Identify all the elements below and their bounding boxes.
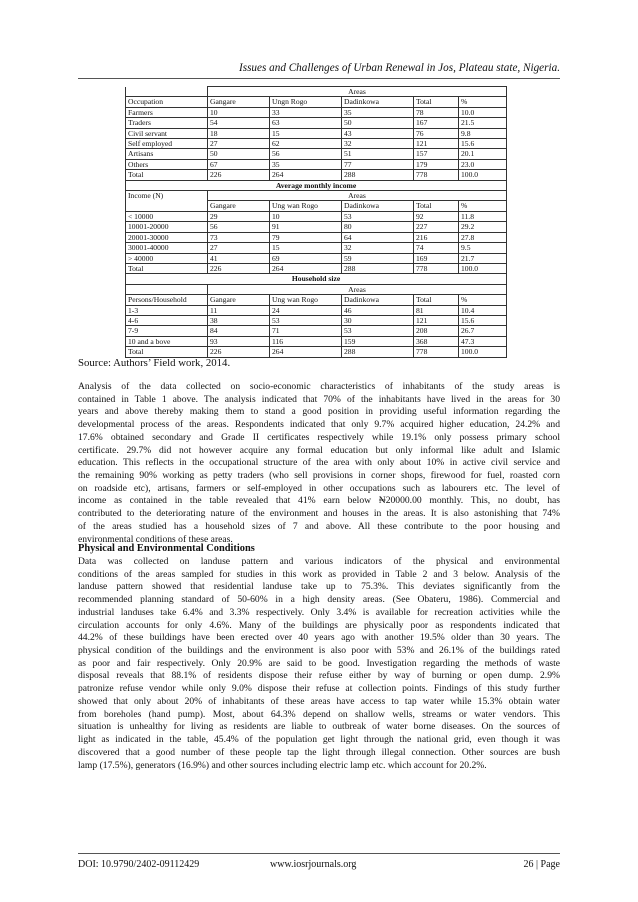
table-cell: 84 bbox=[208, 326, 270, 336]
table-cell: 23.0 bbox=[459, 159, 507, 169]
table-cell: Total bbox=[126, 347, 208, 357]
text-line: contributed to the deteriorating nature of the environment and houses in the areas. It is also astonishing that 74% bbox=[78, 508, 560, 520]
table-cell: 778 bbox=[414, 170, 459, 180]
table-cell: 26.7 bbox=[459, 326, 507, 336]
header-cell: Dadinkowa bbox=[342, 295, 414, 305]
text-line: of the areas studied has a household sizes of 7 and above. All these contribute to the poor housing and bbox=[78, 520, 560, 532]
text-line: the remaining 90% working as petty traders (who sell provisions in corner shops, firewood for fuel, roasted corn bbox=[78, 470, 560, 482]
household-title-row bbox=[126, 274, 507, 284]
table-cell: 43 bbox=[342, 128, 414, 138]
table-cell: 264 bbox=[270, 347, 342, 357]
areas-label: Areas bbox=[208, 191, 507, 201]
table-cell: Artisans bbox=[126, 149, 208, 159]
section-title: Average monthly income bbox=[126, 180, 507, 190]
income-row bbox=[126, 263, 507, 273]
table-cell: 73 bbox=[208, 232, 270, 242]
table-cell: 100.0 bbox=[459, 347, 507, 357]
household-row bbox=[126, 326, 507, 336]
footer-page-number: 26 | Page bbox=[523, 859, 560, 870]
blank-cell bbox=[126, 87, 208, 97]
table-cell: 56 bbox=[208, 222, 270, 232]
table-cell: 9.8 bbox=[459, 128, 507, 138]
table-cell: 56 bbox=[270, 149, 342, 159]
text-line: education. This reflects in the occupational structure of the area with only about 10% in active civil service and bbox=[78, 457, 560, 469]
table-cell: 69 bbox=[270, 253, 342, 263]
table-cell: 226 bbox=[208, 263, 270, 273]
header-cell: Gangare bbox=[208, 201, 270, 211]
household-header-row bbox=[126, 295, 507, 305]
text-line: as poor and fair respectively. Only 20.9% are said to be good. Investigation regarding the methods of waste bbox=[78, 657, 560, 669]
table-cell: 10.0 bbox=[459, 107, 507, 117]
text-line: from boreholes (hand pump). Most, about 64.3% depend on shallow wells, streams or water vendors. This bbox=[78, 708, 560, 720]
occupation-section bbox=[126, 87, 507, 181]
text-line: recommended planning standard of 50-60% in a high density areas. (See Obateru, 1986). Commercial and bbox=[78, 594, 560, 606]
areas-label: Areas bbox=[208, 87, 507, 97]
table-cell: 29 bbox=[208, 211, 270, 221]
income-label: Income (N) bbox=[126, 191, 208, 212]
table-cell: 93 bbox=[208, 336, 270, 346]
table-cell: 27 bbox=[208, 139, 270, 149]
text-line: physical condition of the buildings and the environment is also poor with 53% and 26.1% of the buildings rated bbox=[78, 645, 560, 657]
text-line: landuse pattern showed that residential landuse take up to 75.3%. This deviates significantly from the bbox=[78, 581, 560, 593]
table-cell: 288 bbox=[342, 170, 414, 180]
text-line: years and above thereby making them to stand a good position in providing useful information regarding the bbox=[78, 406, 560, 418]
occupation-row bbox=[126, 159, 507, 169]
table-cell: 33 bbox=[270, 107, 342, 117]
table-cell: 27 bbox=[208, 243, 270, 253]
text-line: disposal reveals that 88.1% of residents dispose their refuse either by way of burning or open dump. 2.9% bbox=[78, 670, 560, 682]
paragraph-analysis bbox=[78, 381, 560, 546]
footer-doi: DOI: 10.9790/2402-09112429 bbox=[78, 859, 200, 870]
table-cell: 10 and a bove bbox=[126, 336, 208, 346]
text-line: Analysis of the data collected on socio-economic characteristics of inhabitants of the study areas is bbox=[78, 381, 560, 392]
header-cell: Occupation bbox=[126, 97, 208, 107]
header-cell: Ung wan Rogo bbox=[270, 295, 342, 305]
table-cell: 1-3 bbox=[126, 305, 208, 315]
header-cell: Total bbox=[414, 97, 459, 107]
text-line: circulation accounts for only 4.6%. Many of the buildings are physically poor as respondents indicated that bbox=[78, 619, 560, 631]
table-cell: 216 bbox=[414, 232, 459, 242]
table-cell: 38 bbox=[208, 315, 270, 325]
header-cell: Total bbox=[414, 295, 459, 305]
table-cell: 179 bbox=[414, 159, 459, 169]
table-cell: 121 bbox=[414, 139, 459, 149]
table-source-note: Source: Authors’ Field work, 2014. bbox=[78, 357, 231, 369]
section-title: Household size bbox=[126, 274, 507, 284]
income-row bbox=[126, 232, 507, 242]
table-cell: 59 bbox=[342, 253, 414, 263]
table-cell: 226 bbox=[208, 347, 270, 357]
data-table bbox=[125, 86, 507, 358]
income-areas-row bbox=[126, 191, 507, 201]
table-cell: 15.6 bbox=[459, 139, 507, 149]
table-cell: 264 bbox=[270, 263, 342, 273]
table-cell: 7-9 bbox=[126, 326, 208, 336]
header-cell: % bbox=[459, 295, 507, 305]
header-cell: Ung wan Rogo bbox=[270, 201, 342, 211]
table-cell: Total bbox=[126, 170, 208, 180]
text-line: certificate. 29.7% did not however acquire any formal education but only informal like adult and Islamic bbox=[78, 444, 560, 456]
table-cell: 15.6 bbox=[459, 315, 507, 325]
table-cell: 226 bbox=[208, 170, 270, 180]
table-cell: 264 bbox=[270, 170, 342, 180]
table-cell: 92 bbox=[414, 211, 459, 221]
table-cell: 167 bbox=[414, 118, 459, 128]
text-line: lamp (17.5%), generators (16.9%) and other sources including electric lamp etc. which account for 20.2%. bbox=[78, 759, 487, 771]
table-cell: 368 bbox=[414, 336, 459, 346]
table-cell: 67 bbox=[208, 159, 270, 169]
header-cell: Dadinkowa bbox=[342, 201, 414, 211]
paragraph-physical-conditions bbox=[78, 556, 560, 772]
table-cell: 9.5 bbox=[459, 243, 507, 253]
table-cell: 63 bbox=[270, 118, 342, 128]
table-cell: 11 bbox=[208, 305, 270, 315]
table-cell: 81 bbox=[414, 305, 459, 315]
table-cell: 53 bbox=[270, 315, 342, 325]
table-cell: 288 bbox=[342, 263, 414, 273]
text-line: situation is unhealthy for living as residents are liable to outbreak of water borne diseases. On the sources of bbox=[78, 721, 560, 733]
table-cell: 21.7 bbox=[459, 253, 507, 263]
text-line: 44.2% of these buildings have been erected over 40 years ago with another 19.5% older than 30 years. The bbox=[78, 632, 560, 644]
areas-label: Areas bbox=[208, 284, 507, 294]
table-cell: 169 bbox=[414, 253, 459, 263]
table-cell: > 40000 bbox=[126, 253, 208, 263]
table-cell: 74 bbox=[414, 243, 459, 253]
occupation-row bbox=[126, 118, 507, 128]
table-cell: Traders bbox=[126, 118, 208, 128]
table-cell: Civil servant bbox=[126, 128, 208, 138]
text-line: 17.6% obtained secondary and Grade II certificates respectively while 19.1% only possess primary school bbox=[78, 431, 560, 443]
table-cell: 100.0 bbox=[459, 170, 507, 180]
text-line: patronize refuse vendor while only 9.0% dispose their refuse at collection points. Findings of this study further bbox=[78, 683, 560, 695]
blank-cell bbox=[126, 284, 208, 294]
table-cell: 20.1 bbox=[459, 149, 507, 159]
table-cell: 51 bbox=[342, 149, 414, 159]
table-cell: 32 bbox=[342, 243, 414, 253]
header-cell: Dadinkowa bbox=[342, 97, 414, 107]
table-cell: Others bbox=[126, 159, 208, 169]
header-cell: % bbox=[459, 201, 507, 211]
table-cell: 121 bbox=[414, 315, 459, 325]
table-cell: 778 bbox=[414, 347, 459, 357]
table-cell: 50 bbox=[342, 118, 414, 128]
table-cell: 53 bbox=[342, 326, 414, 336]
occupation-row bbox=[126, 128, 507, 138]
table-cell: 35 bbox=[270, 159, 342, 169]
table-cell: 76 bbox=[414, 128, 459, 138]
occupation-header-row bbox=[126, 97, 507, 107]
table-cell: 78 bbox=[414, 107, 459, 117]
table-cell: 10001-20000 bbox=[126, 222, 208, 232]
table-cell: Total bbox=[126, 263, 208, 273]
header-cell: % bbox=[459, 97, 507, 107]
running-header-title: Issues and Challenges of Urban Renewal in Jos, Plateau state, Nigeria. bbox=[239, 62, 560, 74]
household-row bbox=[126, 315, 507, 325]
footer-website: www.iosrjournals.org bbox=[270, 859, 357, 870]
text-line: industrial landuses take 6.4% and 3.3% respectively. Only 3.4% is available for recreation activities while the bbox=[78, 606, 560, 618]
income-row bbox=[126, 222, 507, 232]
table-cell: 27.8 bbox=[459, 232, 507, 242]
table-cell: 10 bbox=[270, 211, 342, 221]
table-cell: 46 bbox=[342, 305, 414, 315]
footer-divider bbox=[78, 853, 560, 854]
table-cell: 21.5 bbox=[459, 118, 507, 128]
table-cell: 778 bbox=[414, 263, 459, 273]
table-cell: 71 bbox=[270, 326, 342, 336]
table-cell: 100.0 bbox=[459, 263, 507, 273]
table-cell: 10 bbox=[208, 107, 270, 117]
income-section bbox=[126, 180, 507, 274]
header-cell: Gangare bbox=[208, 295, 270, 305]
section-heading: Physical and Environmental Conditions bbox=[78, 543, 255, 554]
text-line: discovered that a good number of these people tap the light through illegal connection. Other sources are bush bbox=[78, 746, 560, 758]
table-cell: 227 bbox=[414, 222, 459, 232]
table-cell: 116 bbox=[270, 336, 342, 346]
table-cell: 47.3 bbox=[459, 336, 507, 346]
occupation-row bbox=[126, 149, 507, 159]
table-cell: 288 bbox=[342, 347, 414, 357]
table-cell: 20001-30000 bbox=[126, 232, 208, 242]
table-cell: 77 bbox=[342, 159, 414, 169]
table-cell: 41 bbox=[208, 253, 270, 263]
household-areas-row bbox=[126, 284, 507, 294]
text-line: on roadside etc), artisans, farmers or self-employed in other occupations such as labourers etc. The level of bbox=[78, 482, 560, 494]
table-cell: 62 bbox=[270, 139, 342, 149]
table-cell: 30 bbox=[342, 315, 414, 325]
text-line: contained in Table 1 above. The analysis indicated that 70% of the inhabitants have lived in the areas for 30 bbox=[78, 393, 560, 405]
household-section bbox=[126, 274, 507, 357]
table-cell: 208 bbox=[414, 326, 459, 336]
occupation-row bbox=[126, 107, 507, 117]
text-line: environmental conditions of these areas. bbox=[78, 533, 233, 545]
table-cell: 11.8 bbox=[459, 211, 507, 221]
income-row bbox=[126, 253, 507, 263]
household-row bbox=[126, 347, 507, 357]
table-cell: 30001-40000 bbox=[126, 243, 208, 253]
text-line: light as indicated in the table, 45.4% of the population get light through the national grid, even though it was bbox=[78, 734, 560, 746]
table-cell: 64 bbox=[342, 232, 414, 242]
income-title-row bbox=[126, 180, 507, 190]
table-cell: 24 bbox=[270, 305, 342, 315]
table-cell: 159 bbox=[342, 336, 414, 346]
income-row bbox=[126, 211, 507, 221]
table-cell: 32 bbox=[342, 139, 414, 149]
table-cell: 10.4 bbox=[459, 305, 507, 315]
table-cell: < 10000 bbox=[126, 211, 208, 221]
text-line: conditions of the areas sampled for studies in this work as provided in Table 2 and 3 below. Analysis of the bbox=[78, 568, 560, 580]
text-line: income as contained in the table revealed that 41% earn below ₦20000.00 monthly. This, no doubt, has bbox=[78, 495, 560, 507]
table-cell: 157 bbox=[414, 149, 459, 159]
areas-header-row bbox=[126, 87, 507, 97]
table-cell: 50 bbox=[208, 149, 270, 159]
table-cell: 79 bbox=[270, 232, 342, 242]
table-cell: 4-6 bbox=[126, 315, 208, 325]
text-line: Data was collected on landuse pattern and various indicators of the physical and environmental bbox=[78, 556, 560, 567]
text-line: developmental process of the areas. Respondents indicated that only 9.7% acquired higher education, 24.2% and bbox=[78, 419, 560, 431]
table-cell: Self employed bbox=[126, 139, 208, 149]
table-cell: 80 bbox=[342, 222, 414, 232]
table-cell: 35 bbox=[342, 107, 414, 117]
household-row bbox=[126, 336, 507, 346]
header-cell: Total bbox=[414, 201, 459, 211]
text-line: showed that only about 20% of inhabitants of these areas have access to tap water while 15.3% obtain water bbox=[78, 695, 560, 707]
table-cell: 15 bbox=[270, 243, 342, 253]
income-row bbox=[126, 243, 507, 253]
table-cell: 15 bbox=[270, 128, 342, 138]
table-cell: 54 bbox=[208, 118, 270, 128]
household-row bbox=[126, 305, 507, 315]
header-cell: Ungn Rogo bbox=[270, 97, 342, 107]
table-cell: 29.2 bbox=[459, 222, 507, 232]
header-cell: Persons/Household bbox=[126, 295, 208, 305]
table-cell: 53 bbox=[342, 211, 414, 221]
table-cell: Farmers bbox=[126, 107, 208, 117]
header-cell: Gangare bbox=[208, 97, 270, 107]
table-cell: 18 bbox=[208, 128, 270, 138]
header-divider bbox=[78, 78, 560, 79]
occupation-row bbox=[126, 139, 507, 149]
table-cell: 91 bbox=[270, 222, 342, 232]
occupation-row bbox=[126, 170, 507, 180]
